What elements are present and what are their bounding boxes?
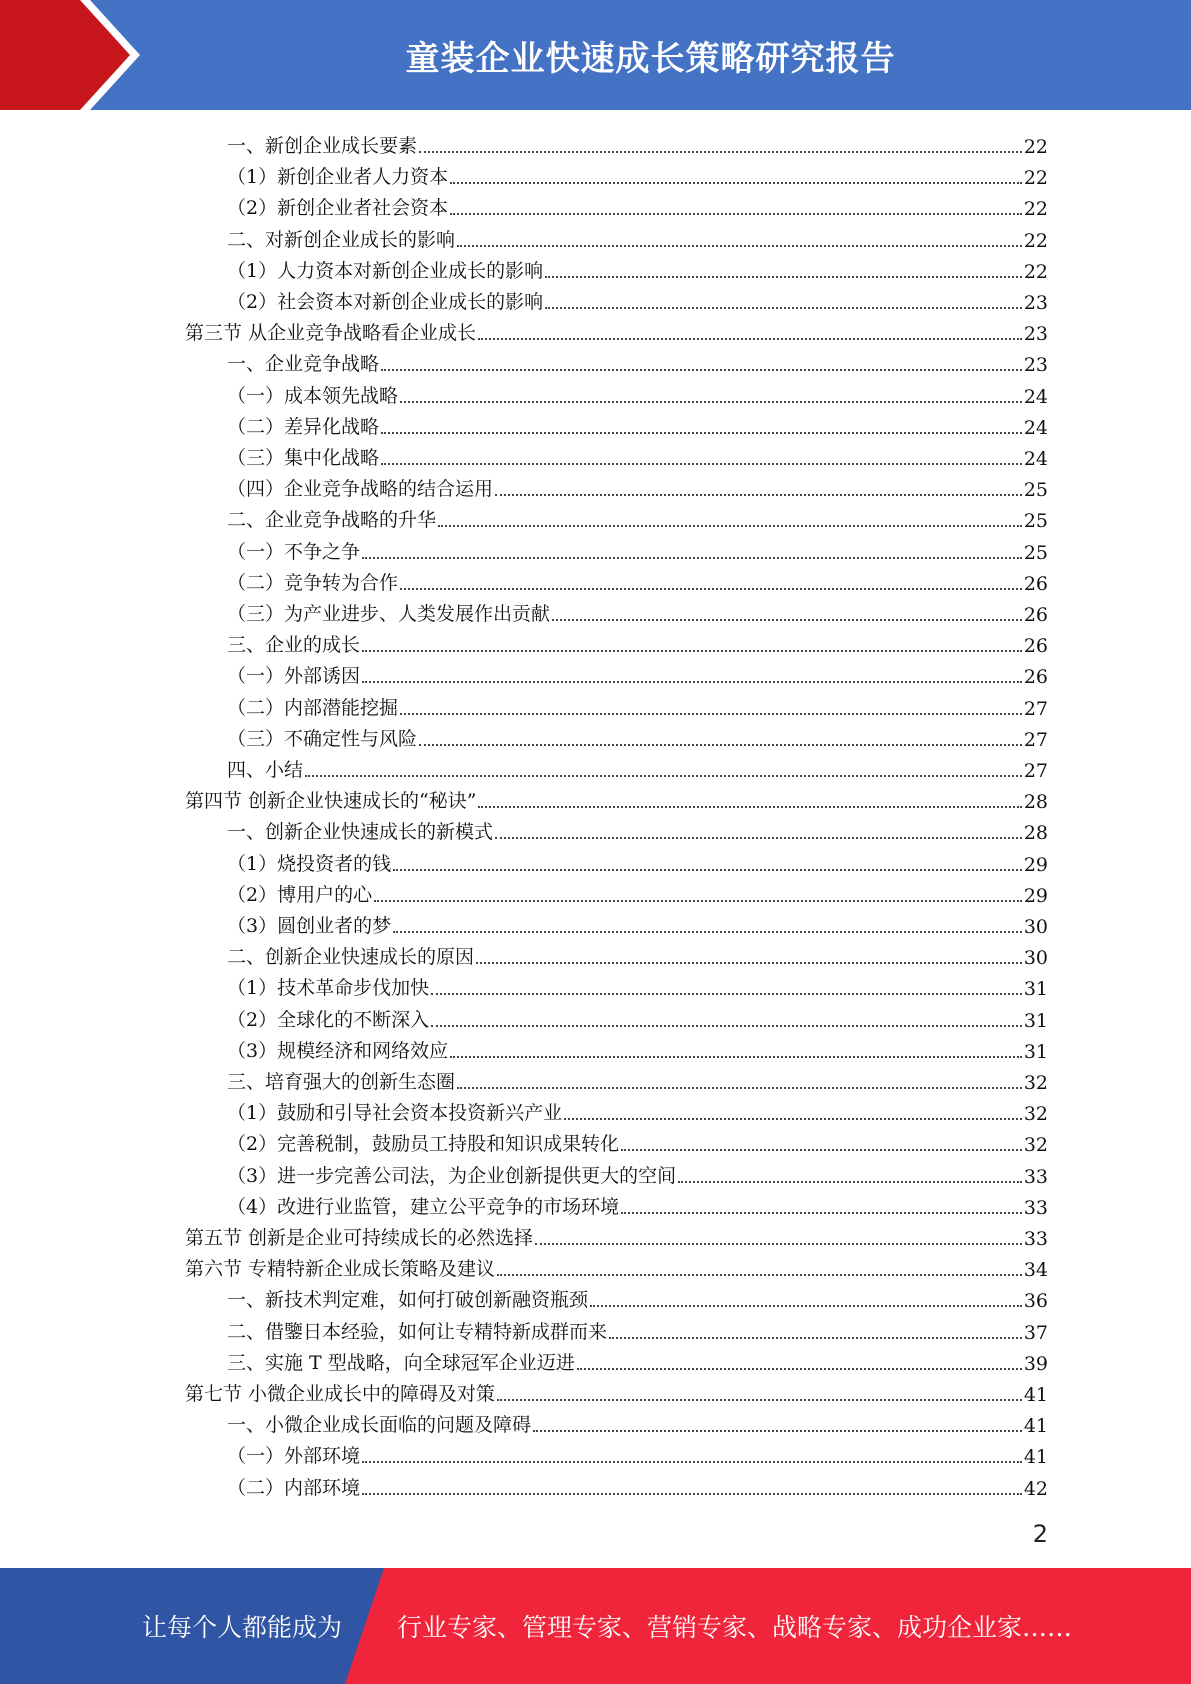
toc-entry[interactable] bbox=[227, 1094, 1048, 1125]
toc-entry-label: 二、借鑒日本经验，如何让专精特新成群而来 bbox=[227, 1320, 608, 1343]
toc-entry[interactable] bbox=[185, 314, 1048, 345]
toc-dot-leader bbox=[545, 307, 1022, 309]
toc-entry-label: （2）博用户的心 bbox=[227, 883, 373, 906]
toc-entry-label: （二）差异化战略 bbox=[227, 415, 380, 438]
toc-dot-leader bbox=[678, 1181, 1022, 1183]
toc-entry[interactable] bbox=[227, 938, 1048, 969]
toc-entry-page: 25 bbox=[1023, 510, 1048, 533]
footer-slogan-left: 让每个人都能成为 bbox=[142, 1613, 343, 1642]
toc-dot-leader bbox=[419, 744, 1022, 746]
toc-entry[interactable] bbox=[227, 720, 1048, 751]
toc-dot-leader bbox=[552, 619, 1022, 621]
toc-entry-label: 一、企业竞争战略 bbox=[227, 353, 380, 376]
toc-entry[interactable] bbox=[227, 751, 1048, 782]
toc-entry-label: （2）全球化的不断深入 bbox=[227, 1008, 430, 1031]
toc-entry-label: （3）进一步完善公司法，为企业创新提供更大的空间 bbox=[227, 1164, 677, 1187]
toc-entry-page: 24 bbox=[1023, 416, 1048, 439]
toc-entry-page: 25 bbox=[1023, 479, 1048, 502]
toc-dot-leader bbox=[381, 463, 1022, 465]
toc-entry-page: 23 bbox=[1023, 292, 1048, 314]
toc-entry-page: 22 bbox=[1023, 167, 1048, 190]
toc-dot-leader bbox=[457, 245, 1022, 247]
toc-dot-leader bbox=[362, 681, 1022, 683]
toc-entry[interactable] bbox=[227, 1344, 1048, 1375]
toc-entry[interactable] bbox=[227, 439, 1048, 470]
toc-entry-label: （二）竞争转为合作 bbox=[227, 571, 399, 594]
toc-entry[interactable] bbox=[227, 533, 1048, 564]
toc-entry[interactable] bbox=[227, 689, 1048, 720]
toc-dot-leader bbox=[564, 1118, 1022, 1120]
toc-dot-leader bbox=[621, 1212, 1022, 1214]
toc-dot-leader bbox=[478, 338, 1022, 340]
toc-dot-leader bbox=[533, 1430, 1022, 1432]
toc-entry-page: 27 bbox=[1023, 728, 1048, 751]
toc-entry[interactable] bbox=[227, 845, 1048, 876]
page-number: 2 bbox=[1032, 1520, 1048, 1548]
toc-dot-leader bbox=[478, 806, 1021, 808]
toc-entry[interactable] bbox=[227, 252, 1048, 283]
toc-entry-page: 37 bbox=[1023, 1321, 1048, 1344]
toc-entry-page: 41 bbox=[1023, 1384, 1048, 1406]
toc-entry-label: （四）企业竞争战略的结合运用 bbox=[227, 478, 494, 501]
toc-entry[interactable] bbox=[227, 813, 1048, 844]
toc-entry-page: 27 bbox=[1023, 760, 1048, 782]
toc-entry-label: （1）技术革命步伐加快 bbox=[227, 977, 430, 1000]
toc-entry-page: 22 bbox=[1023, 136, 1048, 158]
toc-entry-page: 28 bbox=[1023, 791, 1048, 814]
toc-entry-page: 41 bbox=[1023, 1415, 1048, 1438]
toc-entry[interactable] bbox=[185, 1250, 1048, 1281]
toc-entry-page: 25 bbox=[1023, 541, 1048, 564]
toc-entry-page: 26 bbox=[1023, 604, 1048, 626]
toc-entry[interactable] bbox=[227, 408, 1048, 439]
toc-entry-label: 三、企业的成长 bbox=[227, 634, 361, 657]
toc-entry-label: 四、小结 bbox=[227, 759, 304, 781]
toc-dot-leader bbox=[374, 900, 1022, 902]
toc-dot-leader bbox=[400, 713, 1022, 715]
toc-entry-page: 32 bbox=[1023, 1103, 1048, 1126]
toc-entry-page: 24 bbox=[1023, 385, 1048, 408]
toc-dot-leader bbox=[535, 1243, 1022, 1245]
toc-entry[interactable] bbox=[227, 657, 1048, 688]
toc-entry-page: 31 bbox=[1023, 1040, 1048, 1063]
toc-entry[interactable] bbox=[227, 1032, 1048, 1063]
toc-entry[interactable] bbox=[227, 158, 1048, 189]
toc-entry-label: （1）新创企业者人力资本 bbox=[227, 166, 449, 189]
toc-entry-label: 第六节 专精特新企业成长策略及建议 bbox=[185, 1258, 496, 1281]
toc-entry[interactable] bbox=[227, 969, 1048, 1000]
toc-entry-page: 28 bbox=[1023, 822, 1048, 845]
toc-entry-label: 第三节 从企业竞争战略看企业成长 bbox=[185, 322, 477, 345]
toc-entry[interactable] bbox=[227, 1063, 1048, 1094]
report-title: 童装企业快速成长策略研究报告 bbox=[405, 38, 896, 79]
toc-entry-label: （一）不争之争 bbox=[227, 540, 361, 563]
toc-dot-leader bbox=[590, 1305, 1022, 1307]
toc-entry-page: 33 bbox=[1023, 1165, 1048, 1188]
toc-dot-leader bbox=[419, 151, 1022, 153]
toc-entry-page: 31 bbox=[1023, 1009, 1048, 1032]
toc-entry-label: （二）内部环境 bbox=[227, 1476, 361, 1499]
toc-entry[interactable] bbox=[227, 595, 1048, 626]
toc-entry[interactable] bbox=[227, 907, 1048, 938]
toc-entry-label: （三）不确定性与风险 bbox=[227, 727, 418, 750]
toc-entry[interactable] bbox=[227, 626, 1048, 657]
toc-entry-label: （一）外部环境 bbox=[227, 1445, 361, 1468]
toc-dot-leader bbox=[476, 962, 1022, 964]
toc-dot-leader bbox=[457, 1087, 1022, 1089]
footer-slogan-right: 行业专家、管理专家、营销专家、战略专家、成功企业家…… bbox=[397, 1613, 1073, 1642]
toc-entry[interactable] bbox=[227, 501, 1048, 532]
toc-entry-page: 26 bbox=[1023, 572, 1048, 595]
toc-entry-label: （一）外部诱因 bbox=[227, 665, 361, 688]
toc-dot-leader bbox=[381, 432, 1022, 434]
toc-entry-page: 33 bbox=[1023, 1228, 1048, 1250]
toc-entry-page: 31 bbox=[1023, 978, 1048, 1001]
toc-entry-label: （一）成本领先战略 bbox=[227, 384, 399, 407]
toc-entry-page: 36 bbox=[1023, 1290, 1048, 1313]
toc-entry-page: 30 bbox=[1023, 916, 1048, 938]
toc-entry-label: 三、培育强大的创新生态圈 bbox=[227, 1071, 456, 1093]
toc-entry-page: 22 bbox=[1023, 260, 1048, 283]
toc-dot-leader bbox=[381, 369, 1022, 371]
toc-entry[interactable] bbox=[227, 345, 1048, 376]
toc-entry-page: 39 bbox=[1023, 1352, 1048, 1375]
toc-entry-page: 29 bbox=[1023, 884, 1048, 907]
toc-entry[interactable] bbox=[227, 470, 1048, 501]
toc-entry[interactable] bbox=[227, 1313, 1048, 1344]
toc-entry-label: （1）烧投资者的钱 bbox=[227, 852, 392, 875]
toc-dot-leader bbox=[431, 1025, 1022, 1027]
toc-entry-page: 29 bbox=[1023, 853, 1048, 876]
toc-dot-leader bbox=[609, 1337, 1022, 1339]
toc-entry-label: （2）社会资本对新创企业成长的影响 bbox=[227, 291, 544, 313]
toc-entry-page: 23 bbox=[1023, 354, 1048, 377]
toc-entry-label: （2）新创企业者社会资本 bbox=[227, 197, 449, 220]
toc-entry-page: 27 bbox=[1023, 697, 1048, 720]
toc-dot-leader bbox=[577, 1368, 1022, 1370]
toc-entry[interactable] bbox=[227, 127, 1048, 158]
toc-dot-leader bbox=[495, 837, 1022, 839]
toc-entry-page: 24 bbox=[1023, 448, 1048, 470]
toc-dot-leader bbox=[497, 1399, 1022, 1401]
toc-entry-label: （1）人力资本对新创企业成长的影响 bbox=[227, 259, 544, 282]
toc-entry-page: 22 bbox=[1023, 198, 1048, 221]
toc-entry[interactable] bbox=[227, 1469, 1048, 1500]
toc-dot-leader bbox=[450, 213, 1022, 215]
toc-entry-label: 第七节 小微企业成长中的障碍及对策 bbox=[185, 1383, 496, 1405]
toc-entry-label: （4）改进行业监管，建立公平竞争的市场环境 bbox=[227, 1195, 620, 1218]
toc-entry-label: 第五节 创新是企业可持续成长的必然选择 bbox=[185, 1227, 534, 1249]
toc-dot-leader bbox=[400, 401, 1022, 403]
toc-entry[interactable] bbox=[227, 189, 1048, 220]
toc-entry[interactable] bbox=[185, 1219, 1048, 1250]
toc-entry[interactable] bbox=[227, 1188, 1048, 1219]
toc-entry-label: （三）为产业进步、人类发展作出贡献 bbox=[227, 603, 551, 625]
header-band bbox=[0, 0, 1191, 110]
toc-entry-page: 30 bbox=[1023, 947, 1048, 970]
toc-dot-leader bbox=[450, 1056, 1022, 1058]
toc-dot-leader bbox=[362, 650, 1022, 652]
toc-entry[interactable] bbox=[185, 1375, 1048, 1406]
toc-entry-label: 一、新技术判定难，如何打破创新融资瓶颈 bbox=[227, 1289, 589, 1312]
toc-entry-page: 26 bbox=[1023, 635, 1048, 658]
toc-dot-leader bbox=[450, 182, 1022, 184]
toc-entry[interactable] bbox=[227, 1437, 1048, 1468]
toc-entry-label: （3）规模经济和网络效应 bbox=[227, 1039, 449, 1062]
toc-dot-leader bbox=[438, 525, 1022, 527]
toc-entry-label: （三）集中化战略 bbox=[227, 447, 380, 469]
toc-entry-page: 26 bbox=[1023, 666, 1048, 689]
toc-entry-page: 33 bbox=[1023, 1196, 1048, 1219]
toc-entry[interactable] bbox=[227, 1157, 1048, 1188]
toc-dot-leader bbox=[545, 276, 1022, 278]
toc-entry-page: 23 bbox=[1023, 323, 1048, 346]
toc-entry-page: 32 bbox=[1023, 1134, 1048, 1157]
toc-entry-page: 22 bbox=[1023, 229, 1048, 252]
toc-entry-label: 一、新创企业成长要素 bbox=[227, 135, 418, 157]
footer-band bbox=[0, 1568, 1191, 1684]
toc-entry-page: 42 bbox=[1023, 1477, 1048, 1500]
toc-dot-leader bbox=[362, 557, 1022, 559]
toc-entry[interactable] bbox=[227, 283, 1048, 314]
toc-entry-label: 二、创新企业快速成长的原因 bbox=[227, 946, 475, 969]
toc-dot-leader bbox=[393, 869, 1022, 871]
toc-entry-label: 二、对新创企业成长的影响 bbox=[227, 228, 456, 251]
toc-entry-label: （二）内部潜能挖掘 bbox=[227, 696, 399, 719]
toc-entry-label: （1）鼓励和引导社会资本投资新兴产业 bbox=[227, 1102, 563, 1125]
toc-dot-leader bbox=[362, 1461, 1022, 1463]
toc-dot-leader bbox=[400, 588, 1022, 590]
toc-entry-page: 41 bbox=[1023, 1446, 1048, 1469]
toc-dot-leader bbox=[497, 1274, 1022, 1276]
toc-entry-label: 第四节 创新企业快速成长的“秘诀” bbox=[185, 790, 477, 813]
toc-entry[interactable] bbox=[227, 1406, 1048, 1437]
toc-entry[interactable] bbox=[227, 377, 1048, 408]
toc-dot-leader bbox=[621, 1149, 1022, 1151]
toc-entry-label: 二、企业竞争战略的升华 bbox=[227, 509, 437, 532]
toc-entry-label: 三、实施 T 型战略，向全球冠军企业迈进 bbox=[227, 1351, 575, 1374]
toc-entry-label: （3）圆创业者的梦 bbox=[227, 915, 392, 937]
toc-dot-leader bbox=[495, 494, 1022, 496]
toc-entry-label: 一、小微企业成长面临的问题及障碍 bbox=[227, 1414, 532, 1437]
toc-entry[interactable] bbox=[227, 1125, 1048, 1156]
toc-dot-leader bbox=[431, 993, 1022, 995]
toc-dot-leader bbox=[305, 775, 1022, 777]
toc-entry-label: （2）完善税制，鼓励员工持股和知识成果转化 bbox=[227, 1133, 620, 1156]
toc-entry[interactable] bbox=[227, 1001, 1048, 1032]
toc-entry[interactable] bbox=[227, 564, 1048, 595]
toc-entry-label: 一、创新企业快速成长的新模式 bbox=[227, 821, 494, 844]
toc-entry[interactable] bbox=[185, 782, 1048, 813]
toc-entry[interactable] bbox=[227, 1281, 1048, 1312]
toc-entry-page: 32 bbox=[1023, 1072, 1048, 1094]
toc-entry[interactable] bbox=[227, 876, 1048, 907]
header-arrow-logo bbox=[0, 0, 140, 110]
toc-entry-page: 34 bbox=[1023, 1259, 1048, 1282]
toc-dot-leader bbox=[362, 1493, 1022, 1495]
toc-entry[interactable] bbox=[227, 221, 1048, 252]
toc-dot-leader bbox=[393, 931, 1022, 933]
